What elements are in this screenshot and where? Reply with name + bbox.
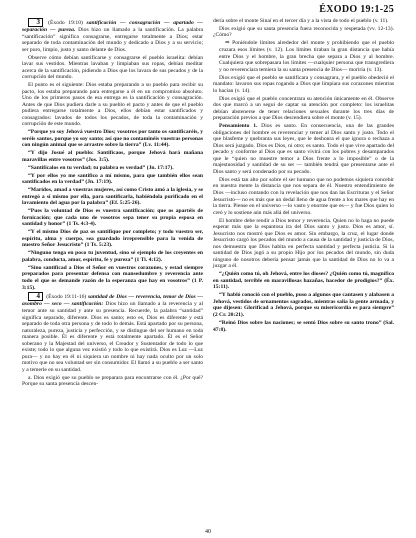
section-title: santificación — consagración — apartado — separación — pureza.: [22, 20, 203, 33]
scripture-quote: “Y por ellos yo me santifico a mí mismo, para que también ellos sean santificados en la verdad” (Jn. 17:19).: [22, 172, 203, 186]
paragraph: El punto es el siguiente: Dios estaba preparando a su pueblo para recibir su pacto, los estaba preparando para entregarse a él en un compromiso absoluto. Uno de los primeros pasos de esa entrega es la santificación y consagración. Antes de que Dios pudiera darle a su pueblo el pacto y antes de que el pueblo pudiera entregarse totalmente a Dios, ellos debían estar santificados y consagrados: lavados de todos los pecados, de toda la contaminación y corrupción de este mundo.: [22, 82, 203, 128]
scripture-quote: “Y dijo Josué al pueblo: Santificaos, porque Jehová hará mañana maravillas entre vosotros” (Jos. 3:5).: [22, 150, 203, 163]
point-b: Dios exigió que su santa presencia fuera reconocida y respetada (vv. 12-13). ¿Cómo?: [213, 25, 394, 39]
scripture-quote: “Y el mismo Dios de paz os santifique por completo; y todo vuestro ser, espíritu, alma y cuerpo, sea guardado irreprensible para la venida de nuestro Señor Jesucristo” (1 Ts. 5:23).: [22, 229, 203, 249]
scripture-quote: “Pues la voluntad de Dios es vuestra santificación; que os apartéis de fornicación; que cada uno de vosotros sepa tener su propia esposa en santidad y honor” (1 Ts. 4:3-4).: [22, 208, 203, 228]
section-3-heading: [22, 18, 203, 53]
arrow-icon: ⇒: [225, 40, 233, 47]
arrow-point: ⇒ Poniéndole límites alrededor del monte y prohibiendo que el pueblo cruzara esos límites (v. 12). Los límites tiraban la gran distancia que había entre Dios y el hombre, la gran brecha que separa a Dios y al hombre. Cualquiera que sobrepasara los límites —cualquier persona que transgrediera y no reverenciara temiera la su santa presencia de Dios— moriría (v. 13).: [219, 40, 394, 73]
paragraph: a. Dios exigió que su pueblo se preparara para encontrarse con él. ¿Por qué? Porque su santa presencia descen-: [22, 374, 203, 388]
paragraph: Observe cómo debían santificarse y consagrarse el pueblo israelita: debían lavar sus vestidos. Mientras lavaban y limpiaban sus ropas, debían meditar acerca de la santificación, pidiendo a Dios que los lavara de sus pecados y de la corrupción del mundo.: [22, 54, 203, 81]
running-header: ÉXODO 19:1-25: [319, 4, 394, 15]
scripture-quote: “Porque yo soy Jehová vuestro Dios; vosotros por tanto os santificaréis, y seréis santos, porque yo soy santo; así que no contaminéis vuestras personas con ningún animal que se arrastre sobre la tierra” (Lv. 11:44).: [22, 129, 203, 149]
paragraph: Dios está tan alto por sobre el ser humano que no podemos siquiera concebir en nuestra mente la distancia que nos separa de él. Nuestro entendimiento de Dios —incluso contando con la revelación que nos dan las Escrituras y el Señor Jesucristo— no es más que un dedal lleno de agua frente a los mares que hay en la tierra. Piense en el universo —lo vasto y enorme que es— y fue Dios quien lo creó y lo sostiene aún más allá del universo.: [213, 176, 394, 216]
page-number: 40: [205, 529, 211, 535]
paragraph: El hombre debe rendir a Dios temor y reverencia. Quien no lo haga no puede esperar más que la espantosa ira del Dios santo y justo. Dios es amor, sí. Jesucristo nos mostró que Dios es amor. Sin embargo, la cruz, el lugar donde Jesucristo cargó los pecados del mundo a causa de la santidad y justicia de Dios, nos demuestra que Dios habita en perfecta santidad y perfecta justicia. Si la santidad de Dios jugó a su propio Hijo por los pecados del mundo, sin duda ninguno de nosotros debería pensar jamás que la santidad de Dios no lo va a juzgar a él.: [213, 217, 394, 270]
point-d: Dios exigió que el pueblo concentrara su atención únicamente en él. Observe dos que marcó a un segui de captar su atención por completo: los israelitas debían abstenerse de tener relaciones sexuales durante los tres días de preparación previos a que Dios descendiera sobre el monte (v. 15).: [213, 95, 394, 122]
point-c: Dios exigió que el pueblo se santificara y consagrara, y el pueblo obedeció el mandato: lavaron sus ropas rogando a Dios que limpiara sus corazones mientras lo hacían (v. 14).: [213, 74, 394, 94]
two-column-body: [22, 18, 394, 389]
thought-label: Pensamiento 1.: [219, 123, 258, 130]
thought-paragraph: Pensamiento 1. Dios es santo. En consecuencia, una de las grandes obligaciones del hombre es reverenciar y temer al Dios santo y justo. Todo el que blasfeme y quebranta sus leyes, que le deshonra el que ignora o rechaza a Dios será juzgado. Dios es Dios, ni otro; es santo. Todo el que vive apartado del pecado y conforme al Dios que es santo vivirá con los pobres y desamparados que le “quien no muestre temor a Dios frente a lo imposible” o de la majestuosidad y santidad de su ser — también tendrá que presentarse ante el Dios santo y será condenado por su pecado.: [213, 123, 395, 175]
paragraph: dería sobre el monte Sinaí en el tercer día y a la vista de todo el pueblo (v. 11).: [213, 18, 389, 24]
scripture-quote: “Sino santificad a Dios el Señor en vuestros corazones, y estad siempre preparados para presentar defensa con mansedumbre y reverencia ante todo el que os demande razón de la esperanza que hay en vosotros” (1 P. 3:15).: [22, 264, 203, 291]
scripture-quote: “Reinó Dios sobre las naciones; se sentó Dios sobre su santo trono” (Sal. 47:8).: [213, 319, 394, 333]
right-column: [213, 18, 394, 389]
section-reference: (Éxodo 19:11-16): [46, 294, 87, 301]
section-4-intro: Dios hizo un llamado a la reverencia y al temor ante su santidad y ante su presencia. Recuerde, la palabra “santidad” significa separado, diferente. Dios es santo; esto es, Dios es diferente y está separado de toda otra persona y de todo lo demás. Está apartado por su persona, naturaleza, pureza, justicia y perfección, y se distingue del ser humano en toda manera posible. Él es diferente y está totalmente apartado. Él es el Señor soberano y la Majestad del universo, el Creador y Sustentador de todo lo que existe; todo lo que alguna vez existió y todo lo que existirá. Dios es Luz —Luz pura— y no hay en él ni siquiera un nombre ni hay nada oculto por un solo motivo que no sea voluntad ser sin consumidor. El llamó a su pueblo a ser santo y a temerle en su santidad.: [22, 301, 203, 373]
scripture-quote: “¿Quién como tú, oh Jehová, entre los dioses? ¿Quién como tú, magnífico en santidad, terrible en maravillosas hazañas, hacedor de prodigios?” (Éx. 15:11).: [213, 271, 394, 291]
scripture-quote: “Maridos, amad a vuestras mujeres, así como Cristo amó a la iglesia, y se entregó a sí mismo por ella, para santificarla, habiéndola purificado en el lavamiento del agua por la palabra” (Ef. 5:25-26).: [22, 187, 203, 207]
scripture-quote: “Santifícalos en tu verdad; tu palabra es verdad” (Jn. 17:17).: [28, 164, 174, 171]
section-number: 4: [28, 292, 43, 301]
section-4-heading: [22, 292, 203, 373]
scripture-quote: “Y habló conoció con el pueblo, puso a algunos que cantasen y alabasen a Jehová, vestidos de ornamentos sagrados, mientras salía la gente armada, y que dijesen: Glorificad a Jehová, porque su misericordia es para siempre” (2 Cr. 20:21).: [213, 292, 394, 319]
section-3-intro: Dios hizo un llamado a la santificación. La palabra “santificación” significa consagrarse, entregarse totalmente a Dios; estar separado de toda contaminación del mundo y dedicado a Dios y a su servicio; ser puro, limpio, justo y santo delante de Dios.: [22, 27, 203, 53]
section-reference: (Éxodo 19:10): [48, 20, 83, 26]
section-title: santidad de Dios — reverencia, temor de Dios — asombro — seco — santificación:: [22, 294, 203, 308]
left-column: [22, 18, 203, 389]
section-number: 3: [28, 18, 43, 27]
scripture-quote: “Ninguno tenga en poco tu juventud, sino sé ejemplo de los creyentes en palabra, conducta, amor, espíritu, fe y pureza” (1 Ti. 4:12).: [22, 250, 203, 263]
